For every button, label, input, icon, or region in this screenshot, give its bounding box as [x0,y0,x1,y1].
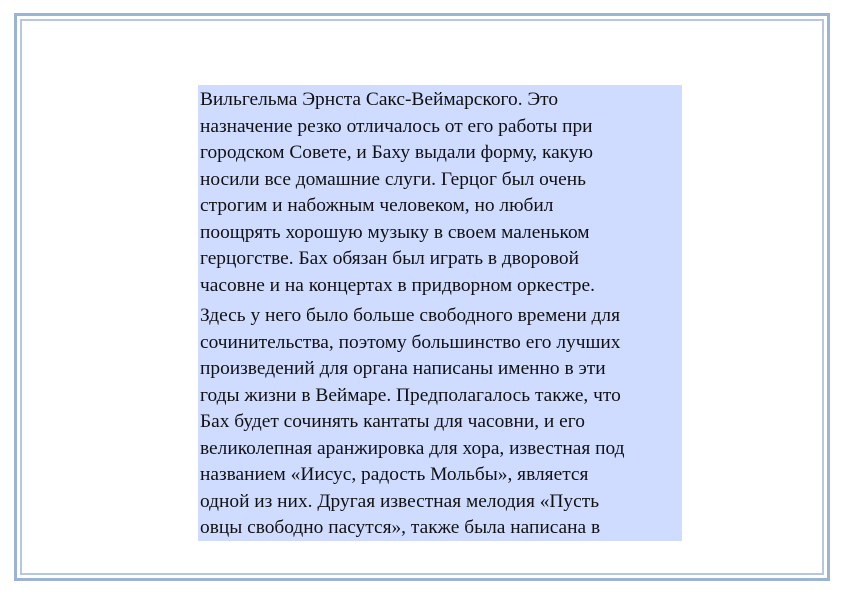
text-box [198,85,682,541]
text-line: произведений для органа написаны именно в эти [200,358,606,379]
text-line: великолепная аранжировка для хора, известная под [200,437,625,459]
text-line: Вильгельма Эрнста Сакс-Веймарского. Это [200,89,559,110]
paragraph-1 [200,87,682,299]
text-line: Бах будет сочинять кантаты для часовни, и его [200,411,585,432]
text-line: герцогстве. Бах обязан был играть в дворовой [200,248,580,269]
text-line: городском Совете, и Баху выдали форму, какую [200,142,594,163]
text-line: одной из них. Другая известная мелодия «Пусть [200,490,600,512]
text-line: часовне и на концертах в придворном оркестре. [200,274,595,296]
text-line: сочинительства, поэтому большинство его лучших [200,331,621,353]
text-line: овцы свободно пасутся», также была написана в [200,517,601,538]
text-line: названием «Иисус, радость Мольбы», является [200,464,589,485]
text-line: Здесь у него было больше свободного времени для [200,305,621,326]
text-line: поощрять хорошую музыку в своем маленьком [200,221,590,243]
paragraph-2 [200,303,682,541]
text-line: носили все домашние слуги. Герцог был очень [200,168,586,190]
text-line: назначение резко отличалось от его работы при [200,115,593,137]
text-line: годы жизни в Веймаре. Предполагалось также, что [200,384,621,406]
text-line: строгим и набожным человеком, но любил [200,195,554,216]
